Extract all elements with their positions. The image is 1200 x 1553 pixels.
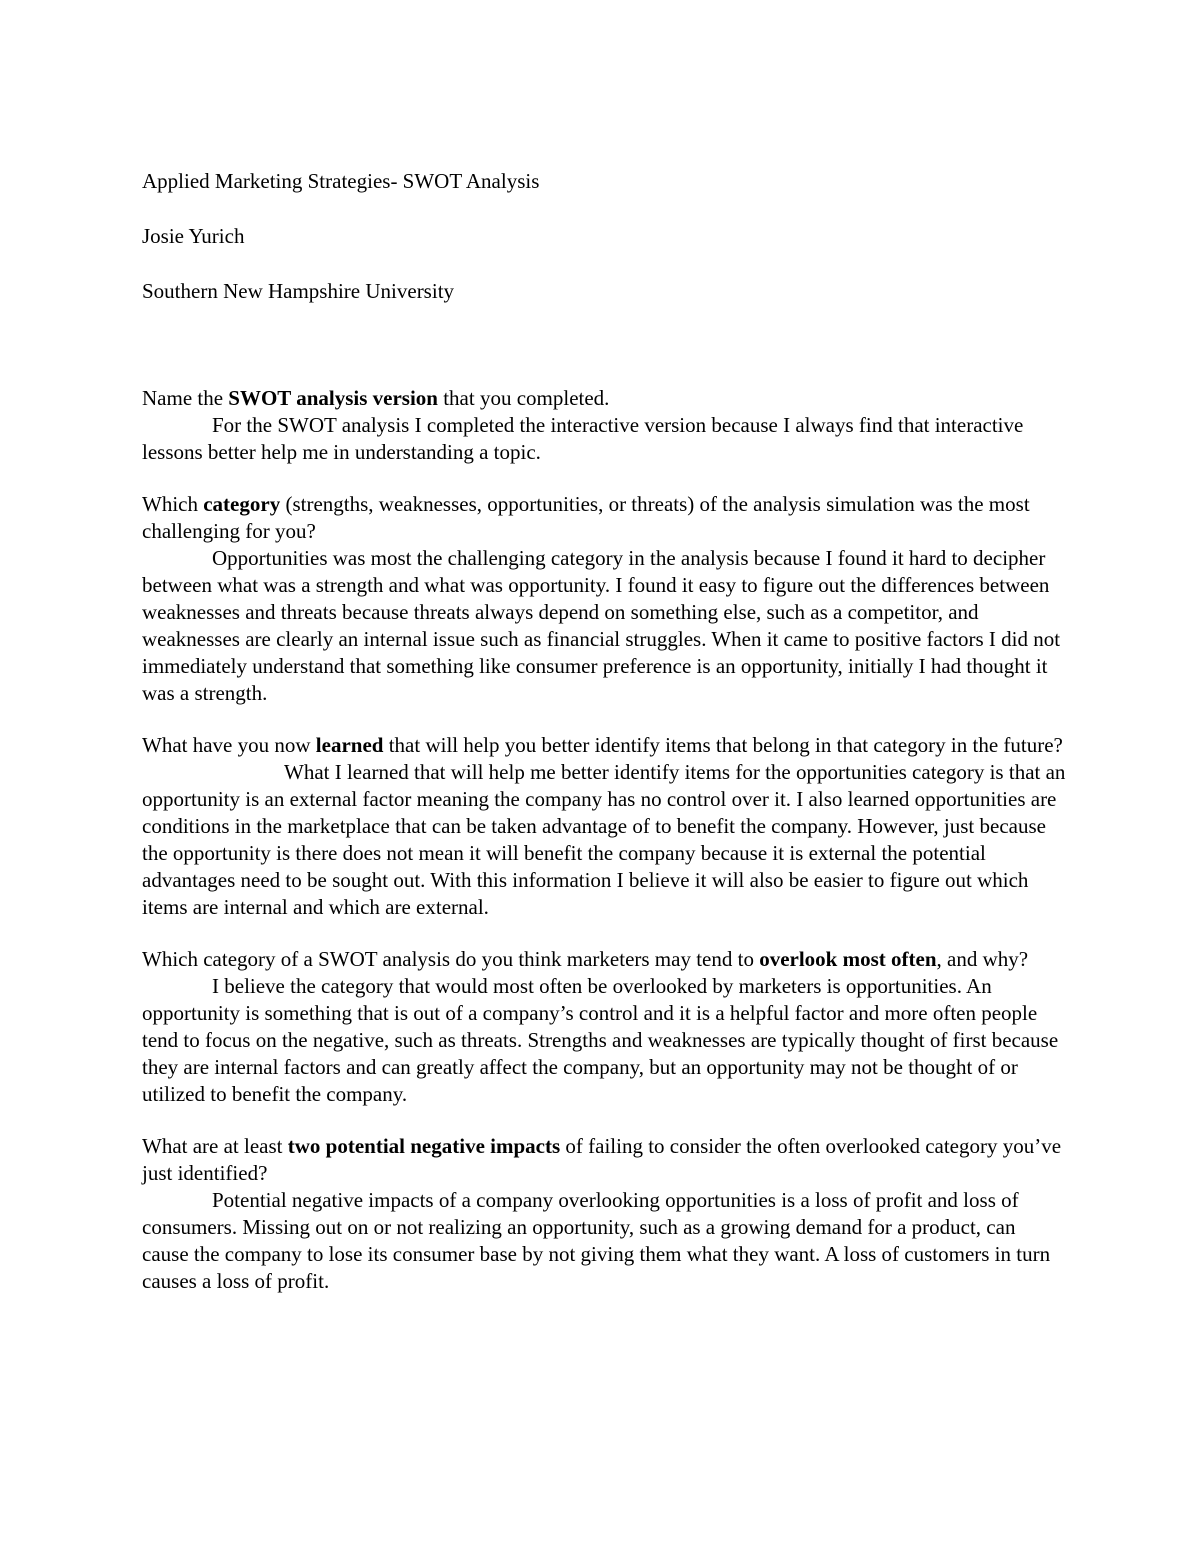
question-text: Name the SWOT analysis version that you completed. <box>142 386 610 410</box>
question-block <box>142 1133 1067 1295</box>
document-title: Applied Marketing Strategies- SWOT Analysis <box>142 169 540 193</box>
question-block <box>142 732 1067 921</box>
document-page <box>142 168 1067 1320</box>
question-block <box>142 946 1067 1108</box>
question-text: What are at least two potential negative impacts of failing to consider the often overlooked category you’ve just identified? <box>142 1134 1062 1185</box>
answer-text: Potential negative impacts of a company overlooking opportunities is a loss of profit and loss of consumers. Missing out on or not realizing an opportunity, such as a growing demand for a product, can cause the company to lose its consumer base by not giving them what they want. A loss of customers in turn causes a loss of profit. <box>142 1188 1051 1293</box>
question-block <box>142 491 1067 707</box>
answer-text: I believe the category that would most often be overlooked by marketers is opportunities. An opportunity is something that is out of a company’s control and it is a helpful factor and more often people tend to focus on the negative, such as threats. Strengths and weaknesses are typically thought of first because they are internal factors and can greatly affect the company, but an opportunity may not be thought of or utilized to benefit the company. <box>142 974 1059 1106</box>
section-spacer <box>142 333 1067 385</box>
question-text: What have you now learned that will help you better identify items that belong in that category in the future? <box>142 733 1063 757</box>
answer-text: Opportunities was most the challenging category in the analysis because I found it hard to decipher between what was a strength and what was opportunity. I found it easy to figure out the differences between weaknesses and threats because threats always depend on something else, such as a competitor, and weaknesses are clearly an internal issue such as financial struggles. When it came to positive factors I did not immediately understand that something like consumer preference is an opportunity, initially I had thought it was a strength. <box>142 546 1061 705</box>
author-name: Josie Yurich <box>142 224 245 248</box>
institution-name: Southern New Hampshire University <box>142 279 455 303</box>
question-text: Which category (strengths, weaknesses, opportunities, or threats) of the analysis simulation was the most challenging for you? <box>142 492 1030 543</box>
answer-text: What I learned that will help me better identify items for the opportunities category is that an opportunity is an external factor meaning the company has no control over it. I also learned opportunities are conditions in the marketplace that can be taken advantage of to benefit the company. However, just because the opportunity is there does not mean it will benefit the company because it is external the potential advantages need to be sought out. With this information I believe it will also be easier to figure out which items are internal and which are external. <box>142 760 1066 919</box>
answer-text: For the SWOT analysis I completed the interactive version because I always find that interactive lessons better help me in understanding a topic. <box>142 413 1024 464</box>
question-text: Which category of a SWOT analysis do you think marketers may tend to overlook most often, and why? <box>142 947 1029 971</box>
question-block <box>142 385 1067 466</box>
